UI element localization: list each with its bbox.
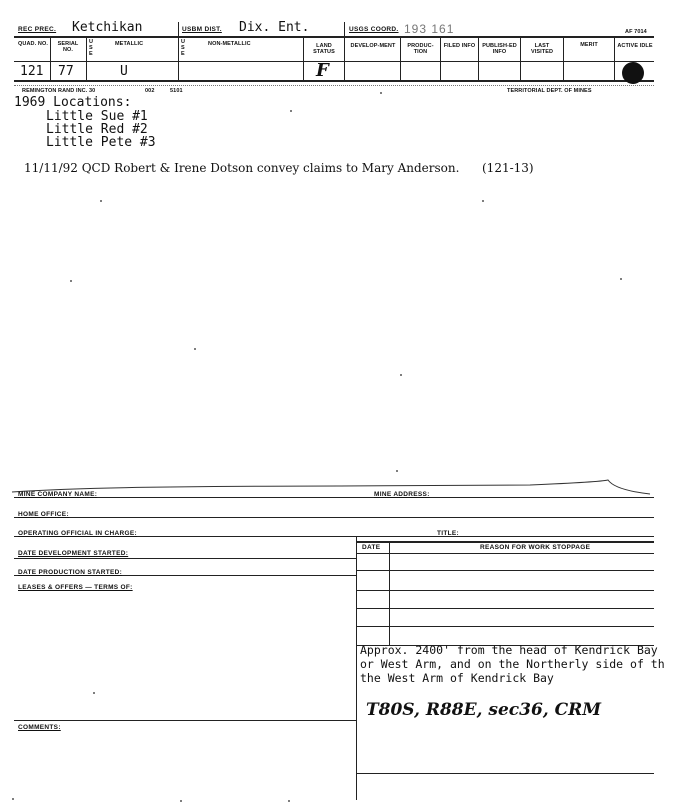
serial-number: 77 xyxy=(58,64,74,79)
nonmetallic-label: NON-METALLIC xyxy=(208,41,251,47)
location-item: Little Pete #3 xyxy=(46,135,156,150)
active-idle-label: ACTIVE IDLE xyxy=(617,43,653,49)
location-description-line: or West Arm, and on the Northerly side of th xyxy=(360,657,665,671)
location-description-line: Approx. 2400' from the head of Kendrick Bay xyxy=(360,643,658,657)
printer-note: REMINGTON RAND INC. 30 xyxy=(22,88,96,94)
published-info-label: PUBLISH-ED INFO xyxy=(482,43,517,55)
rec-prec-label: REC PREC. xyxy=(18,26,57,33)
handwritten-location-note: T80S, R88E, sec36, CRM xyxy=(366,700,602,720)
title-label: TITLE: xyxy=(437,530,460,537)
quad-number: 121 xyxy=(20,64,44,79)
land-status-label: LAND STATUS xyxy=(313,43,335,55)
date-development-label: DATE DEVELOPMENT STARTED: xyxy=(18,550,129,557)
active-idle-punch-mark xyxy=(622,62,644,84)
production-label: PRODUC-TION xyxy=(407,43,434,55)
location-item: Little Red #2 xyxy=(46,122,148,137)
stoppage-reason-header: REASON FOR WORK STOPPAGE xyxy=(480,544,591,551)
usbm-dist-label: USBM DIST. xyxy=(182,26,222,33)
filed-info-label: FILED INFO xyxy=(443,43,476,49)
transfer-reference: (121-13) xyxy=(482,161,534,175)
stoppage-date-header: DATE xyxy=(362,544,381,551)
printer-code: 002 xyxy=(145,88,155,94)
quad-no-label: QUAD. NO. xyxy=(18,41,48,47)
metallic-label: METALLIC xyxy=(115,41,144,47)
last-visited-label: LAST VISITED xyxy=(530,43,554,55)
usgs-coord-label: USGS COORD. xyxy=(349,26,399,33)
operating-official-label: OPERATING OFFICIAL IN CHARGE: xyxy=(18,530,137,537)
comments-label: COMMENTS: xyxy=(18,724,61,731)
rec-prec-value: Ketchikan xyxy=(72,20,143,35)
merit-label: MERIT xyxy=(580,42,598,48)
metallic-use-value: U xyxy=(120,64,128,79)
land-status-value: F xyxy=(316,60,329,81)
printer-code-2: 5101 xyxy=(170,88,183,94)
usbm-dist-value: Dix. Ent. xyxy=(239,20,310,35)
locations-heading: 1969 Locations: xyxy=(14,95,132,110)
form-number: AF 7014 xyxy=(625,29,647,35)
mine-address-label: MINE ADDRESS: xyxy=(374,491,430,498)
location-description-line: the West Arm of Kendrick Bay xyxy=(360,671,554,685)
usgs-coord-value: 193 161 xyxy=(404,22,455,36)
use-label-metallic: USE xyxy=(89,39,94,57)
mine-company-label: MINE COMPANY NAME: xyxy=(18,491,98,498)
development-label: DEVELOP-MENT xyxy=(350,43,396,49)
home-office-label: HOME OFFICE: xyxy=(18,511,69,518)
department-note: TERRITORIAL DEPT. OF MINES xyxy=(507,88,592,94)
date-production-label: DATE PRODUCTION STARTED: xyxy=(18,569,123,576)
leases-label: LEASES & OFFERS — TERMS OF: xyxy=(18,584,133,591)
location-item: Little Sue #1 xyxy=(46,109,148,124)
serial-no-label: SERIAL NO. xyxy=(57,41,79,53)
transfer-note: 11/11/92 QCD Robert & Irene Dotson convey claims to Mary Anderson. xyxy=(24,161,460,175)
use-label-nonmetallic: USE xyxy=(181,39,186,57)
